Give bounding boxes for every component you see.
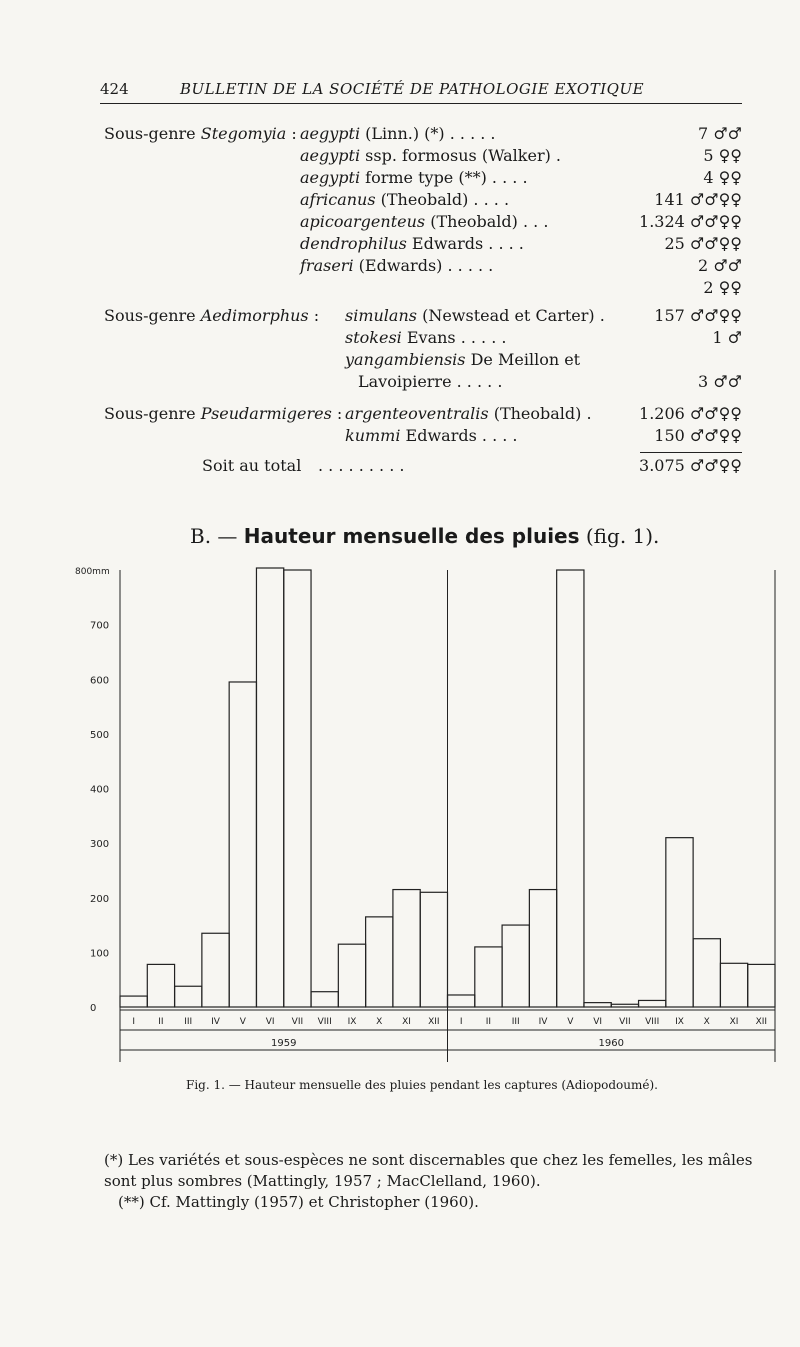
leader-dots: . . . .	[476, 426, 518, 445]
running-header: BULLETIN DE LA SOCIÉTÉ DE PATHOLOGIE EXOTIQUE	[180, 80, 645, 98]
rainfall-bar	[748, 964, 775, 1007]
subgenus-separator: :	[331, 404, 343, 423]
rainfall-bar	[120, 996, 147, 1007]
subgenus-prefix: Sous-genre	[104, 404, 201, 423]
specimen-count: 5 ♀♀	[703, 146, 742, 165]
month-label: VII	[291, 1017, 304, 1027]
species-author: forme type (**)	[360, 168, 487, 187]
leader-dots: . . . .	[483, 234, 524, 253]
species-name: kummi	[345, 426, 401, 445]
subgenus-separator: :	[286, 124, 297, 143]
figure-caption: Fig. 1. — Hauteur mensuelle des pluies pendant les captures (Adiopodoumé).	[186, 1078, 658, 1092]
species-author: Lavoipierre	[358, 372, 452, 391]
y-tick-label: 300	[90, 839, 110, 851]
species-name: yangambiensis	[345, 350, 466, 369]
y-tick-label: 100	[90, 948, 110, 960]
y-tick-label: 700	[90, 620, 110, 632]
rainfall-bar	[311, 992, 338, 1007]
section-ref: (fig. 1).	[579, 524, 660, 548]
species-author: (Linn.) (*)	[360, 124, 445, 143]
leader-dots: . . . . .	[455, 328, 507, 347]
subgenus-name: Pseudarmigeres	[200, 404, 332, 423]
footnote-2: (**) Cf. Mattingly (1957) et Christopher (1960).	[118, 1193, 479, 1211]
species-author: (Theobald)	[488, 404, 582, 423]
leader-dots: . . . . .	[451, 372, 503, 391]
rainfall-bar	[693, 939, 720, 1007]
specimen-count: 7 ♂♂	[698, 124, 742, 143]
month-label: IV	[211, 1017, 220, 1027]
species-author: (Newstead et Carter)	[416, 306, 595, 325]
rainfall-bar	[175, 986, 202, 1007]
month-label: I	[459, 1017, 463, 1027]
leader-dots: .	[594, 306, 605, 325]
page-number: 424	[100, 80, 129, 98]
month-label: VI	[265, 1017, 275, 1027]
month-label: V	[239, 1017, 246, 1027]
rainfall-bar	[475, 947, 502, 1007]
rainfall-bar	[338, 944, 365, 1007]
rainfall-bar	[448, 995, 475, 1007]
month-label: X	[703, 1017, 710, 1027]
specimen-count: 2 ♂♂	[698, 256, 742, 275]
specimen-count: 1.324 ♂♂♀♀	[639, 212, 742, 231]
y-unit-label: 800mm	[75, 567, 110, 577]
rainfall-bar	[202, 933, 229, 1007]
y-tick-label: 0	[90, 1003, 97, 1014]
leader-dots: .	[581, 404, 592, 423]
rainfall-bar	[393, 890, 420, 1007]
total-dots: . . . . . . . . .	[318, 456, 405, 475]
footnote-1: (*) Les variétés et sous-espèces ne sont discernables que chez les femelles, les mâles sont plus sombres (Mattingly, 1957 ; MacClelland, 1960).	[104, 1151, 753, 1190]
species-name: aegypti	[300, 124, 361, 143]
rainfall-bar	[502, 925, 529, 1007]
specimen-count: 1 ♂	[712, 328, 742, 347]
month-label: XI	[729, 1017, 739, 1027]
section-title: Hauteur mensuelle des pluies	[243, 524, 580, 548]
y-tick-label: 600	[90, 675, 110, 687]
rainfall-bar	[720, 963, 747, 1007]
total-label: Soit au total	[202, 456, 302, 475]
specimen-count: 150 ♂♂♀♀	[654, 426, 742, 445]
species-name: aegypti	[300, 146, 361, 165]
species-name: argenteoventralis	[345, 404, 489, 423]
rainfall-bar	[529, 890, 556, 1007]
y-tick-label: 500	[90, 729, 110, 741]
month-label: V	[567, 1017, 574, 1027]
species-author: (Theobald)	[425, 212, 518, 231]
species-author: (Theobald)	[375, 190, 469, 209]
y-tick-label: 200	[90, 893, 110, 905]
month-label: II	[158, 1017, 164, 1027]
month-label: III	[511, 1017, 520, 1027]
month-label: III	[184, 1017, 193, 1027]
leader-dots: .	[550, 146, 561, 165]
species-name: africanus	[300, 190, 376, 209]
month-label: VII	[619, 1017, 631, 1027]
month-label: VI	[593, 1017, 603, 1027]
section-prefix: B. —	[190, 524, 244, 548]
species-author: ssp. formosus (Walker)	[360, 146, 551, 165]
month-label: IX	[675, 1017, 684, 1027]
month-label: XI	[402, 1017, 411, 1027]
month-label: VIII	[645, 1017, 660, 1027]
leader-dots: . . . . .	[444, 124, 496, 143]
rainfall-bar	[420, 892, 447, 1007]
rainfall-bar	[366, 917, 393, 1007]
rainfall-bar	[147, 964, 174, 1007]
month-label: X	[376, 1017, 383, 1027]
species-name: apicoargenteus	[300, 212, 426, 231]
species-author: Edwards	[406, 234, 484, 253]
year-label: 1960	[598, 1038, 624, 1049]
specimen-count: 3 ♂♂	[698, 372, 742, 391]
specimen-count: 157 ♂♂♀♀	[654, 306, 742, 325]
rainfall-bar	[584, 1003, 611, 1007]
year-label: 1959	[271, 1038, 297, 1049]
specimen-count: 1.206 ♂♂♀♀	[639, 404, 742, 423]
subgenus-prefix: Sous-genre	[104, 306, 201, 325]
species-author: Edwards	[400, 426, 477, 445]
rainfall-bar	[666, 838, 693, 1007]
leader-dots: . . . .	[486, 168, 528, 187]
rainfall-bar	[611, 1004, 638, 1007]
species-author: (Edwards)	[353, 256, 443, 275]
rainfall-bar	[557, 570, 584, 1007]
rainfall-bar	[229, 682, 256, 1007]
specimen-count: 2 ♀♀	[703, 278, 742, 297]
rainfall-bar	[284, 570, 311, 1007]
total-count: 3.075 ♂♂♀♀	[639, 456, 742, 475]
species-author: Evans	[401, 328, 456, 347]
month-label: VIII	[317, 1017, 332, 1027]
month-label: II	[485, 1017, 492, 1027]
subgenus-name: Aedimorphus	[200, 306, 309, 325]
month-label: XII	[428, 1017, 440, 1027]
subgenus-prefix: Sous-genre	[104, 124, 201, 143]
month-label: IV	[538, 1017, 548, 1027]
species-name: dendrophilus	[300, 234, 407, 253]
subgenus-name: Stegomyia	[200, 124, 287, 143]
specimen-count: 141 ♂♂♀♀	[654, 190, 742, 209]
month-label: XII	[755, 1017, 768, 1027]
species-name: aegypti	[300, 168, 361, 187]
leader-dots: . . . . .	[442, 256, 494, 275]
specimen-count: 4 ♀♀	[703, 168, 742, 187]
subgenus-separator: :	[308, 306, 320, 325]
rainfall-bar	[639, 1000, 666, 1007]
rainfall-bar	[256, 568, 283, 1007]
species-author: De Meillon et	[465, 350, 581, 369]
species-name: simulans	[345, 306, 417, 325]
y-tick-label: 400	[90, 784, 110, 796]
species-name: stokesi	[345, 328, 402, 347]
species-name: fraseri	[300, 256, 354, 275]
specimen-count: 25 ♂♂♀♀	[664, 234, 742, 253]
month-label: I	[132, 1017, 135, 1027]
leader-dots: . . . .	[468, 190, 510, 209]
leader-dots: . . .	[517, 212, 549, 231]
month-label: IX	[347, 1017, 357, 1027]
